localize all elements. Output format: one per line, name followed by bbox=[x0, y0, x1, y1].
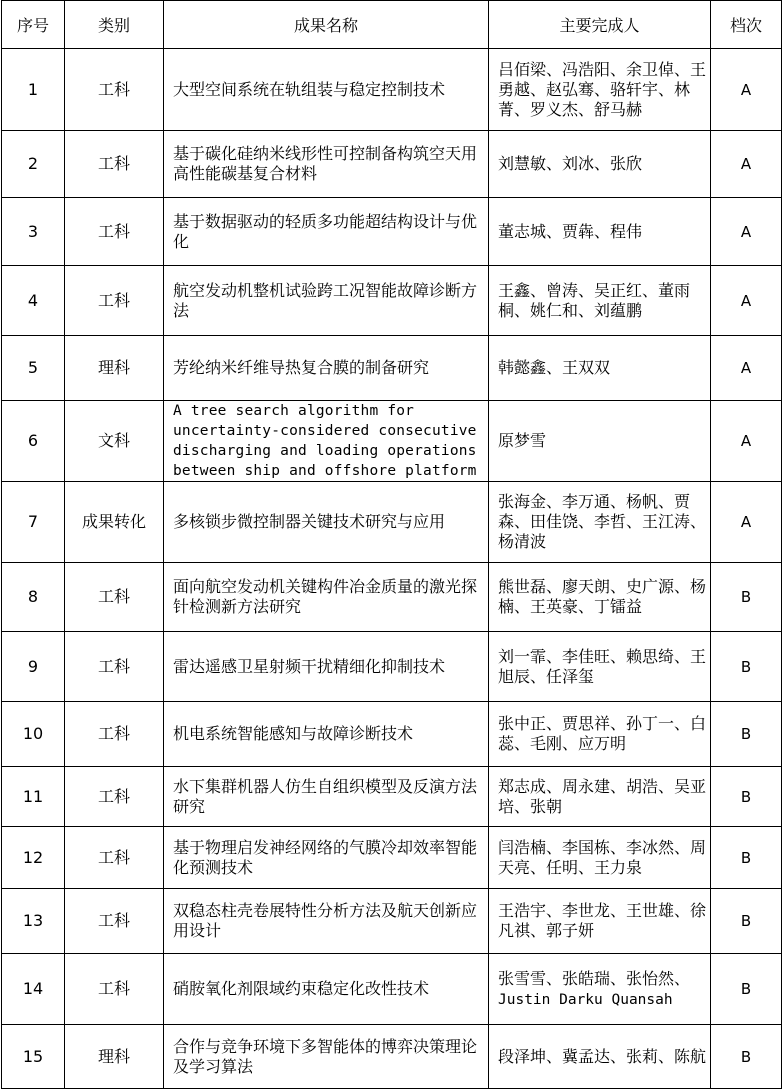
row-index: 14 bbox=[2, 954, 65, 1025]
row-category: 工科 bbox=[65, 563, 164, 632]
header-category: 类别 bbox=[65, 1, 164, 49]
results-table bbox=[1, 0, 782, 1089]
table-row bbox=[2, 827, 782, 889]
row-people: 原梦雪 bbox=[489, 401, 711, 482]
table-row bbox=[2, 336, 782, 401]
row-people: 吕佰梁、冯浩阳、余卫倬、王勇越、赵弘骞、骆轩宇、林菁、罗义杰、舒马赫 bbox=[489, 49, 711, 131]
row-people: 闫浩楠、李国栋、李冰然、周天亮、任明、王力泉 bbox=[489, 827, 711, 889]
row-people-en: Justin Darku Quansah bbox=[498, 991, 673, 1008]
row-name: 硝胺氧化剂限域约束稳定化改性技术 bbox=[164, 954, 489, 1025]
row-name: 基于数据驱动的轻质多功能超结构设计与优化 bbox=[164, 198, 489, 266]
row-index: 4 bbox=[2, 266, 65, 336]
table-row bbox=[2, 702, 782, 767]
row-category: 工科 bbox=[65, 767, 164, 827]
row-grade: A bbox=[711, 482, 782, 563]
table-row bbox=[2, 266, 782, 336]
row-grade: A bbox=[711, 198, 782, 266]
row-name: 大型空间系统在轨组装与稳定控制技术 bbox=[164, 49, 489, 131]
row-people: 董志城、贾犇、程伟 bbox=[489, 198, 711, 266]
row-category: 理科 bbox=[65, 336, 164, 401]
row-name: 雷达遥感卫星射频干扰精细化抑制技术 bbox=[164, 632, 489, 702]
table-row bbox=[2, 131, 782, 198]
row-grade: B bbox=[711, 827, 782, 889]
table-row bbox=[2, 954, 782, 1025]
header-row bbox=[2, 1, 782, 49]
row-name: 多核锁步微控制器关键技术研究与应用 bbox=[164, 482, 489, 563]
table-row bbox=[2, 401, 782, 482]
row-grade: A bbox=[711, 401, 782, 482]
row-grade: B bbox=[711, 767, 782, 827]
row-category: 工科 bbox=[65, 889, 164, 954]
row-index: 3 bbox=[2, 198, 65, 266]
row-name: 水下集群机器人仿生自组织模型及反演方法研究 bbox=[164, 767, 489, 827]
row-index: 12 bbox=[2, 827, 65, 889]
row-people: 韩懿鑫、王双双 bbox=[489, 336, 711, 401]
header-name: 成果名称 bbox=[164, 1, 489, 49]
table-row bbox=[2, 49, 782, 131]
row-index: 1 bbox=[2, 49, 65, 131]
row-people: 熊世磊、廖天朗、史广源、杨楠、王英豪、丁镭益 bbox=[489, 563, 711, 632]
row-category: 工科 bbox=[65, 632, 164, 702]
row-grade: B bbox=[711, 1025, 782, 1089]
row-grade: A bbox=[711, 49, 782, 131]
row-name: 基于碳化硅纳米线形性可控制备构筑空天用高性能碳基复合材料 bbox=[164, 131, 489, 198]
row-name: 面向航空发动机关键构件冶金质量的激光探针检测新方法研究 bbox=[164, 563, 489, 632]
row-name: 合作与竞争环境下多智能体的博弈决策理论及学习算法 bbox=[164, 1025, 489, 1089]
row-people: 段泽坤、冀孟达、张莉、陈航 bbox=[489, 1025, 711, 1089]
row-people bbox=[489, 954, 711, 1025]
row-name: 基于物理启发神经网络的气膜冷却效率智能化预测技术 bbox=[164, 827, 489, 889]
row-index: 2 bbox=[2, 131, 65, 198]
row-index: 7 bbox=[2, 482, 65, 563]
table-row bbox=[2, 632, 782, 702]
row-grade: B bbox=[711, 563, 782, 632]
row-name: 芳纶纳米纤维导热复合膜的制备研究 bbox=[164, 336, 489, 401]
row-grade: B bbox=[711, 954, 782, 1025]
table-row bbox=[2, 482, 782, 563]
header-index: 序号 bbox=[2, 1, 65, 49]
row-people: 王鑫、曾涛、吴正红、董雨桐、姚仁和、刘蕴鹏 bbox=[489, 266, 711, 336]
table-row bbox=[2, 889, 782, 954]
header-people: 主要完成人 bbox=[489, 1, 711, 49]
header-grade: 档次 bbox=[711, 1, 782, 49]
row-category: 工科 bbox=[65, 954, 164, 1025]
row-category: 工科 bbox=[65, 702, 164, 767]
table-row bbox=[2, 198, 782, 266]
row-people: 郑志成、周永建、胡浩、吴亚培、张朝 bbox=[489, 767, 711, 827]
row-grade: A bbox=[711, 336, 782, 401]
row-category: 工科 bbox=[65, 827, 164, 889]
row-people: 王浩宇、李世龙、王世雄、徐凡祺、郭子妍 bbox=[489, 889, 711, 954]
row-index: 5 bbox=[2, 336, 65, 401]
row-index: 13 bbox=[2, 889, 65, 954]
row-name: 机电系统智能感知与故障诊断技术 bbox=[164, 702, 489, 767]
row-index: 8 bbox=[2, 563, 65, 632]
row-category: 工科 bbox=[65, 198, 164, 266]
row-category: 工科 bbox=[65, 131, 164, 198]
row-people: 刘一霏、李佳旺、赖思绮、王旭辰、任泽玺 bbox=[489, 632, 711, 702]
row-name: A tree search algorithm for uncertainty-considered consecutive discharging and loading operations between ship and offshore platform bbox=[164, 401, 489, 482]
row-category: 成果转化 bbox=[65, 482, 164, 563]
row-grade: A bbox=[711, 131, 782, 198]
row-index: 15 bbox=[2, 1025, 65, 1089]
row-index: 9 bbox=[2, 632, 65, 702]
row-index: 11 bbox=[2, 767, 65, 827]
row-index: 6 bbox=[2, 401, 65, 482]
table-row bbox=[2, 1025, 782, 1089]
row-grade: B bbox=[711, 889, 782, 954]
table-row bbox=[2, 767, 782, 827]
row-grade: A bbox=[711, 266, 782, 336]
row-category: 工科 bbox=[65, 49, 164, 131]
row-category: 工科 bbox=[65, 266, 164, 336]
row-index: 10 bbox=[2, 702, 65, 767]
row-grade: B bbox=[711, 702, 782, 767]
row-people: 刘慧敏、刘冰、张欣 bbox=[489, 131, 711, 198]
table-row bbox=[2, 563, 782, 632]
row-name: 双稳态柱壳卷展特性分析方法及航天创新应用设计 bbox=[164, 889, 489, 954]
row-people-cn: 张雪雪、张皓瑞、张怡然、 bbox=[498, 968, 691, 988]
row-category: 文科 bbox=[65, 401, 164, 482]
row-category: 理科 bbox=[65, 1025, 164, 1089]
row-people: 张海金、李万通、杨帆、贾森、田佳饶、李哲、王江涛、杨清波 bbox=[489, 482, 711, 563]
row-people: 张中正、贾思祥、孙丁一、白蕊、毛刚、应万明 bbox=[489, 702, 711, 767]
row-name: 航空发动机整机试验跨工况智能故障诊断方法 bbox=[164, 266, 489, 336]
row-grade: B bbox=[711, 632, 782, 702]
